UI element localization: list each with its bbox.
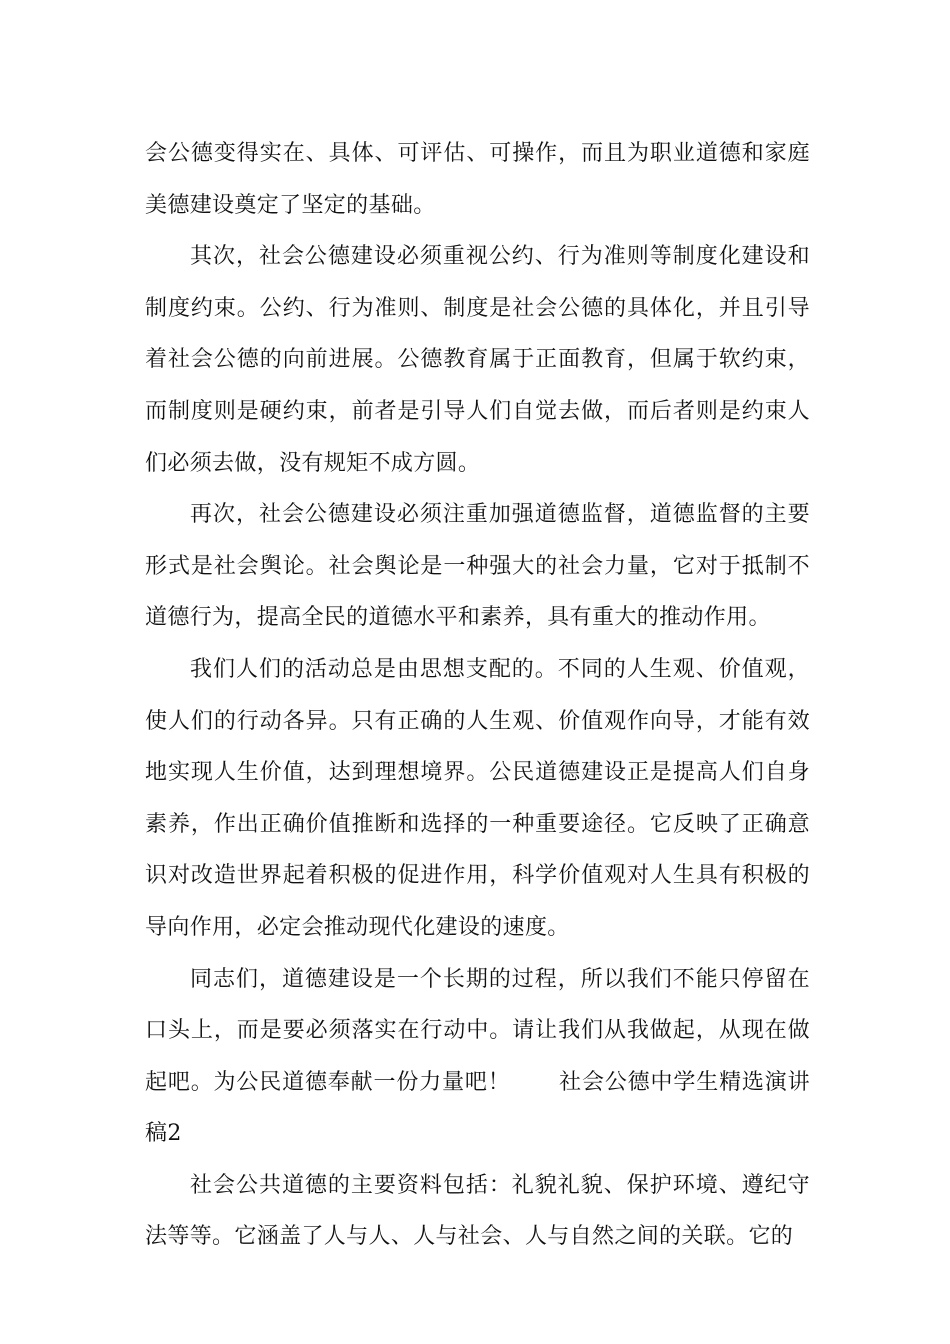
paragraph-supervision: 再次，社会公德建设必须注重加强道德监督，道德监督的主要形式是社会舆论。社会舆论是一种强大的社会力量，它对于抵制不道德行为，提高全民的道德水平和素养，具有重大的推动作用。 (145, 502, 810, 631)
paragraph-conclusion-text: 同志们，道德建设是一个长期的过程，所以我们不能只停留在口头上，而是要必须落实在行动中。请让我们从我做起，从现在做起吧。为公民道德奉献一份力量吧！ (145, 966, 810, 1095)
document-body (145, 128, 810, 1263)
speech-title: 社会公德中学生精选演讲稿2 (145, 1069, 810, 1147)
paragraph-continuation: 会公德变得实在、具体、可评估、可操作，而且为职业道德和家庭美德建设奠定了坚定的基础。 (145, 141, 810, 218)
paragraph-values: 我们人们的活动总是由思想支配的。不同的人生观、价值观，使人们的行动各异。只有正确的人生观、价值观作向导，才能有效地实现人生价值，达到理想境界。公民道德建设正是提高人们自身素养，作出正确价值推断和选择的一种重要途径。它反映了正确意识对改造世界起着积极的促进作用，科学价值观对人生具有积极的导向作用，必定会推动现代化建设的速度。 (145, 656, 810, 940)
paragraph-public-morality: 社会公共道德的主要资料包括：礼貌礼貌、保护环境、遵纪守法等等。它涵盖了人与人、人与社会、人与自然之间的关联。它的 (145, 1172, 810, 1250)
paragraph-institution: 其次，社会公德建设必须重视公约、行为准则等制度化建设和制度约束。公约、行为准则、制度是社会公德的具体化，并且引导着社会公德的向前进展。公德教育属于正面教育，但属于软约束，而制度则是硬约束，前者是引导人们自觉去做，而后者则是约束人们必须去做，没有规矩不成方圆。 (145, 244, 810, 476)
paragraph-conclusion (145, 954, 810, 1160)
